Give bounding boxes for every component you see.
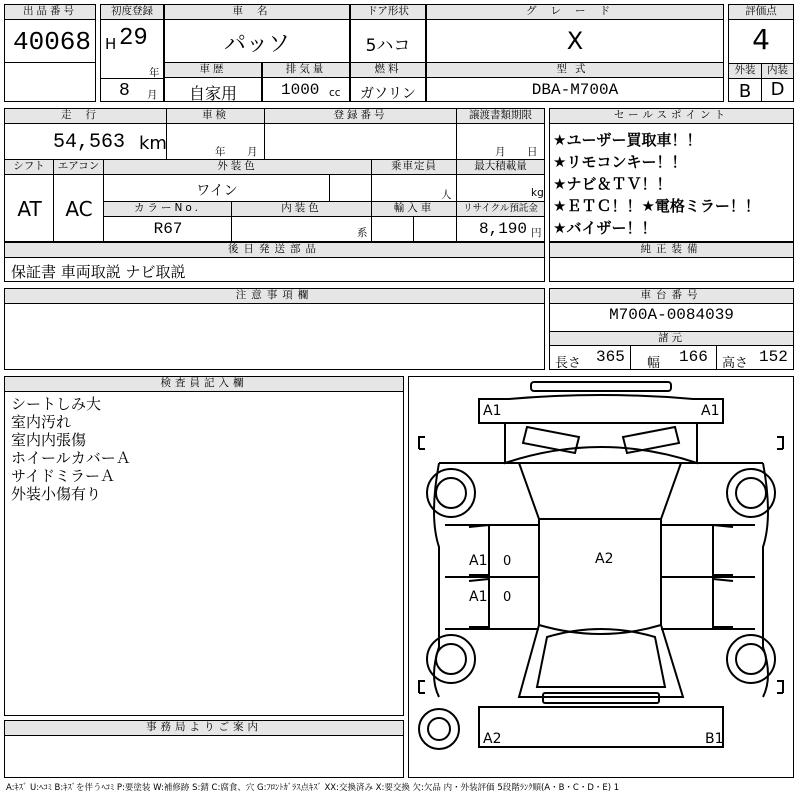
grade-label: グレード [427, 5, 723, 20]
chassis-label: 車台番号 [550, 289, 793, 304]
height: 152 [759, 348, 788, 366]
insp-year-unit: 年 [215, 146, 226, 158]
sales-point-2: ★リモコンキー！！ [553, 153, 687, 171]
door-type: 5ハコ [365, 36, 411, 56]
load-label: 最大積載量 [457, 160, 544, 175]
reg-no-value [265, 124, 457, 160]
fuel-label: 燃料 [351, 63, 425, 78]
model-block [426, 62, 724, 102]
mileage-unit: km [139, 133, 167, 154]
color-no: R67 [153, 220, 183, 238]
inspector-line-4: ホイールカバーＡ [11, 449, 131, 467]
reg-month: 8 [119, 81, 130, 101]
width-label: 幅 [647, 356, 661, 371]
displacement-block [262, 62, 350, 102]
displacement: 1000 [281, 81, 320, 99]
transfer-month-unit: 月 [495, 146, 506, 158]
import-label: 輸入車 [372, 202, 457, 217]
displacement-unit: cc [329, 87, 341, 99]
shift: AT [17, 197, 42, 221]
vehicle-detail-block [4, 108, 545, 242]
recycle-label: リサイクル預託金 [457, 202, 544, 217]
ext-color: ワイン [196, 183, 238, 199]
mark-roof: A2 [595, 551, 614, 567]
inspector-line-2: 室内汚れ [11, 413, 72, 431]
recycle-unit: 円 [531, 227, 542, 239]
office-label: 事務局よりご案内 [5, 721, 403, 736]
sales-points-block [549, 108, 794, 242]
mark-front-left: A1 [483, 403, 502, 419]
ac-label: エアコン [54, 160, 104, 175]
history-block [164, 62, 262, 102]
inspection-label: 車検 [167, 109, 265, 124]
notes-label: 注意事項欄 [5, 289, 544, 304]
fuel: ガソリン [360, 86, 416, 102]
ext-grade: B [738, 81, 752, 102]
lot-no-label: 出品番号 [5, 5, 95, 20]
mark-rear-left: A2 [483, 731, 502, 747]
sales-points-label: セールスポイント [550, 109, 793, 124]
shift-label: シフト [5, 160, 54, 175]
car-outline-diagram [409, 377, 793, 777]
ac: AC [65, 197, 93, 221]
model: DBA-M700A [531, 81, 619, 99]
notes-block [4, 288, 545, 370]
capacity-unit: 人 [441, 189, 452, 201]
length: 365 [596, 348, 625, 366]
deferred-parts: 保証書 車両取説 ナビ取説 [11, 263, 186, 281]
model-label: 型式 [427, 63, 723, 78]
chassis-block [549, 288, 794, 370]
recycle-fee: 8,190 [479, 220, 528, 238]
car-name-label: 車名 [165, 5, 349, 20]
legend: A:ｷｽﾞ U:ﾍｺﾐ B:ｷｽﾞを伴うﾍｺﾐ P:要塗装 W:補修跡 S:錆 C:腐食、穴 G:ﾌﾛﾝﾄｶﾞﾗｽ点ｷｽﾞ XX:交換済み X:要交換 欠:欠品 内・外装評価 5段階ﾗﾝｸ順(A・B・C・D・E) 1 [6, 783, 620, 793]
mark-left-rear-door: A1 [469, 589, 488, 605]
first-registration [100, 4, 164, 102]
damage-diagram [408, 376, 794, 778]
color-no-label: カラーNo. [104, 202, 232, 217]
capacity-label: 乗車定員 [372, 160, 457, 175]
reg-no-label: 登録番号 [265, 109, 457, 124]
inspector-line-1: シートしみ大 [11, 395, 102, 413]
first-reg-label: 初度登録 [101, 5, 163, 20]
score-label: 評価点 [729, 5, 793, 20]
fuel-block [350, 62, 426, 102]
score-block [728, 4, 794, 102]
mileage: 54,563 [53, 131, 126, 154]
displacement-label: 排気量 [263, 63, 349, 78]
deferred-parts-block [4, 242, 545, 282]
load-unit: kg [531, 187, 544, 199]
mileage-label: 走行 [5, 109, 167, 124]
deferred-label: 後日発送部品 [5, 243, 544, 258]
lot-block [4, 4, 96, 102]
ext-color-label: 外装色 [104, 160, 372, 175]
sales-point-4: ★ＥＴＣ！！★電格ミラー！！ [553, 197, 760, 215]
inspector-line-3: 室内内張傷 [11, 431, 87, 449]
car-name: パッソ [223, 32, 290, 57]
chassis-no: M700A-0084039 [550, 306, 793, 332]
mark-left-front-door: A1 [469, 553, 488, 569]
transfer-label: 譲渡書類期限 [457, 109, 544, 124]
inspector-label: 検査員記入欄 [5, 377, 403, 392]
lot-no: 40068 [12, 27, 91, 57]
sales-point-3: ★ナビ＆ＴＶ！！ [553, 175, 672, 193]
int-label: 内装 [761, 63, 793, 79]
ext-label: 外装 [729, 63, 761, 79]
int-color-label: 内装色 [232, 202, 372, 217]
mark-zero-2: 0 [503, 590, 512, 605]
int-grade: D [761, 79, 793, 101]
genuine-label: 純正装備 [550, 243, 793, 258]
era: H [105, 35, 117, 53]
height-label: 高さ [722, 356, 749, 371]
office-block [4, 720, 404, 778]
length-label: 長さ [555, 356, 582, 371]
month-unit: 月 [147, 89, 158, 101]
sales-point-5: ★バイザー！！ [553, 219, 657, 237]
mark-zero-1: 0 [503, 554, 512, 569]
genuine-equipment-block [549, 242, 794, 282]
inspector-line-5: サイドミラーＡ [11, 467, 115, 485]
width: 166 [679, 348, 708, 366]
history-label: 車歴 [165, 63, 261, 78]
year-unit: 年 [149, 67, 160, 79]
int-color-unit: 系 [357, 227, 368, 239]
door-label: ドア形状 [351, 5, 425, 20]
score: 4 [752, 23, 770, 56]
dims-label: 諸元 [550, 332, 793, 346]
inspector-block [4, 376, 404, 716]
grade: X [566, 27, 584, 55]
history: 自家用 [188, 84, 237, 103]
sales-point-1: ★ユーザー買取車！！ [553, 131, 702, 149]
mark-front-right: A1 [701, 403, 720, 419]
transfer-day-unit: 日 [527, 146, 538, 158]
inspector-line-6: 外装小傷有り [11, 485, 102, 503]
reg-year: 29 [119, 25, 148, 52]
mark-rear-right: B1 [705, 731, 724, 747]
insp-month-unit: 月 [247, 146, 258, 158]
